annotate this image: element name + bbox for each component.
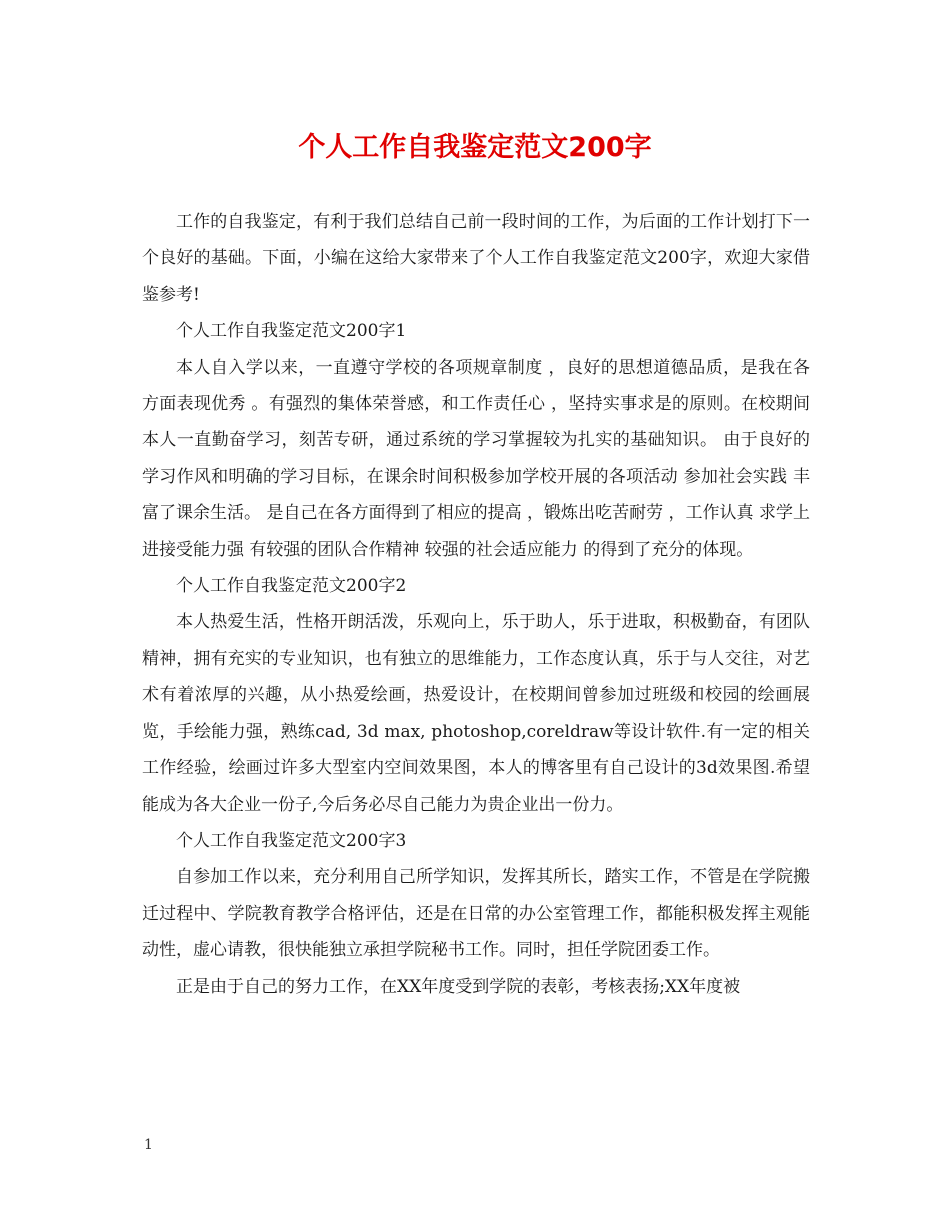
section-heading-2: 个人工作自我鉴定范文200字2 (176, 576, 407, 597)
section-paragraph-3: 自参加工作以来，充分利用自己所学知识，发挥其所长，踏实工作，不管是在学院搬迁过程中、学院教育教学合格评估，还是在日常的办公室管理工作，都能积极发挥主观能动性，虚心请教，很快能独立承担学院秘书工作。同时，担任学院团委工作。 (142, 867, 810, 961)
section-heading-3: 个人工作自我鉴定范文200字3 (176, 830, 407, 851)
document-title: 个人工作自我鉴定范文200字 (298, 132, 652, 163)
section-paragraph-1: 本人自入学以来，一直遵守学校的各项规章制度 ，良好的思想道德品质，是我在各方面表现优秀 。有强烈的集体荣誉感，和工作责任心 ，坚持实事求是的原则。在校期间本人一直勤奋学习，刻苦专研，通过系统的学习掌握较为扎实的基础知识。 由于良好的学习作风和明确的学习目标，在课余时间积极参加学校开展的各项活动 参加社会实践 丰富了课余生活。 是自己在各方面得到了相应的提高 ，锻炼出吃苦耐劳 ，工作认真 求学上进接受能力强 有较强的团队合作精神 较强的社会适应能力 的得到了充分的体现。 (142, 357, 810, 560)
section-paragraph-4: 正是由于自己的努力工作，在XX年度受到学院的表彰，考核表扬;XX年度被 (176, 976, 741, 997)
document-body (142, 204, 810, 1005)
page-number: 1 (144, 1137, 153, 1153)
intro-paragraph: 工作的自我鉴定，有利于我们总结自己前一段时间的工作，为后面的工作计划打下一个良好的基础。下面，小编在这给大家带来了个人工作自我鉴定范文200字，欢迎大家借鉴参考! (142, 212, 810, 305)
section-heading-1: 个人工作自我鉴定范文200字1 (176, 321, 407, 342)
section-paragraph-2: 本人热爱生活，性格开朗活泼，乐观向上，乐于助人，乐于进取，积极勤奋，有团队精神，拥有充实的专业知识，也有独立的思维能力，工作态度认真，乐于与人交往，对艺术有着浓厚的兴趣，从小热爱绘画，热爱设计，在校期间曾参加过班级和校园的绘画展览，手绘能力强，熟练cad, 3d max, photoshop,coreldraw等设计软件.有一定的相关工作经验，绘画过许多大型室内空间效果图，本人的博客里有自己设计的3d效果图.希望能成为各大企业一份子,今后务必尽自己能力为贵企业出一份力。 (142, 612, 810, 815)
